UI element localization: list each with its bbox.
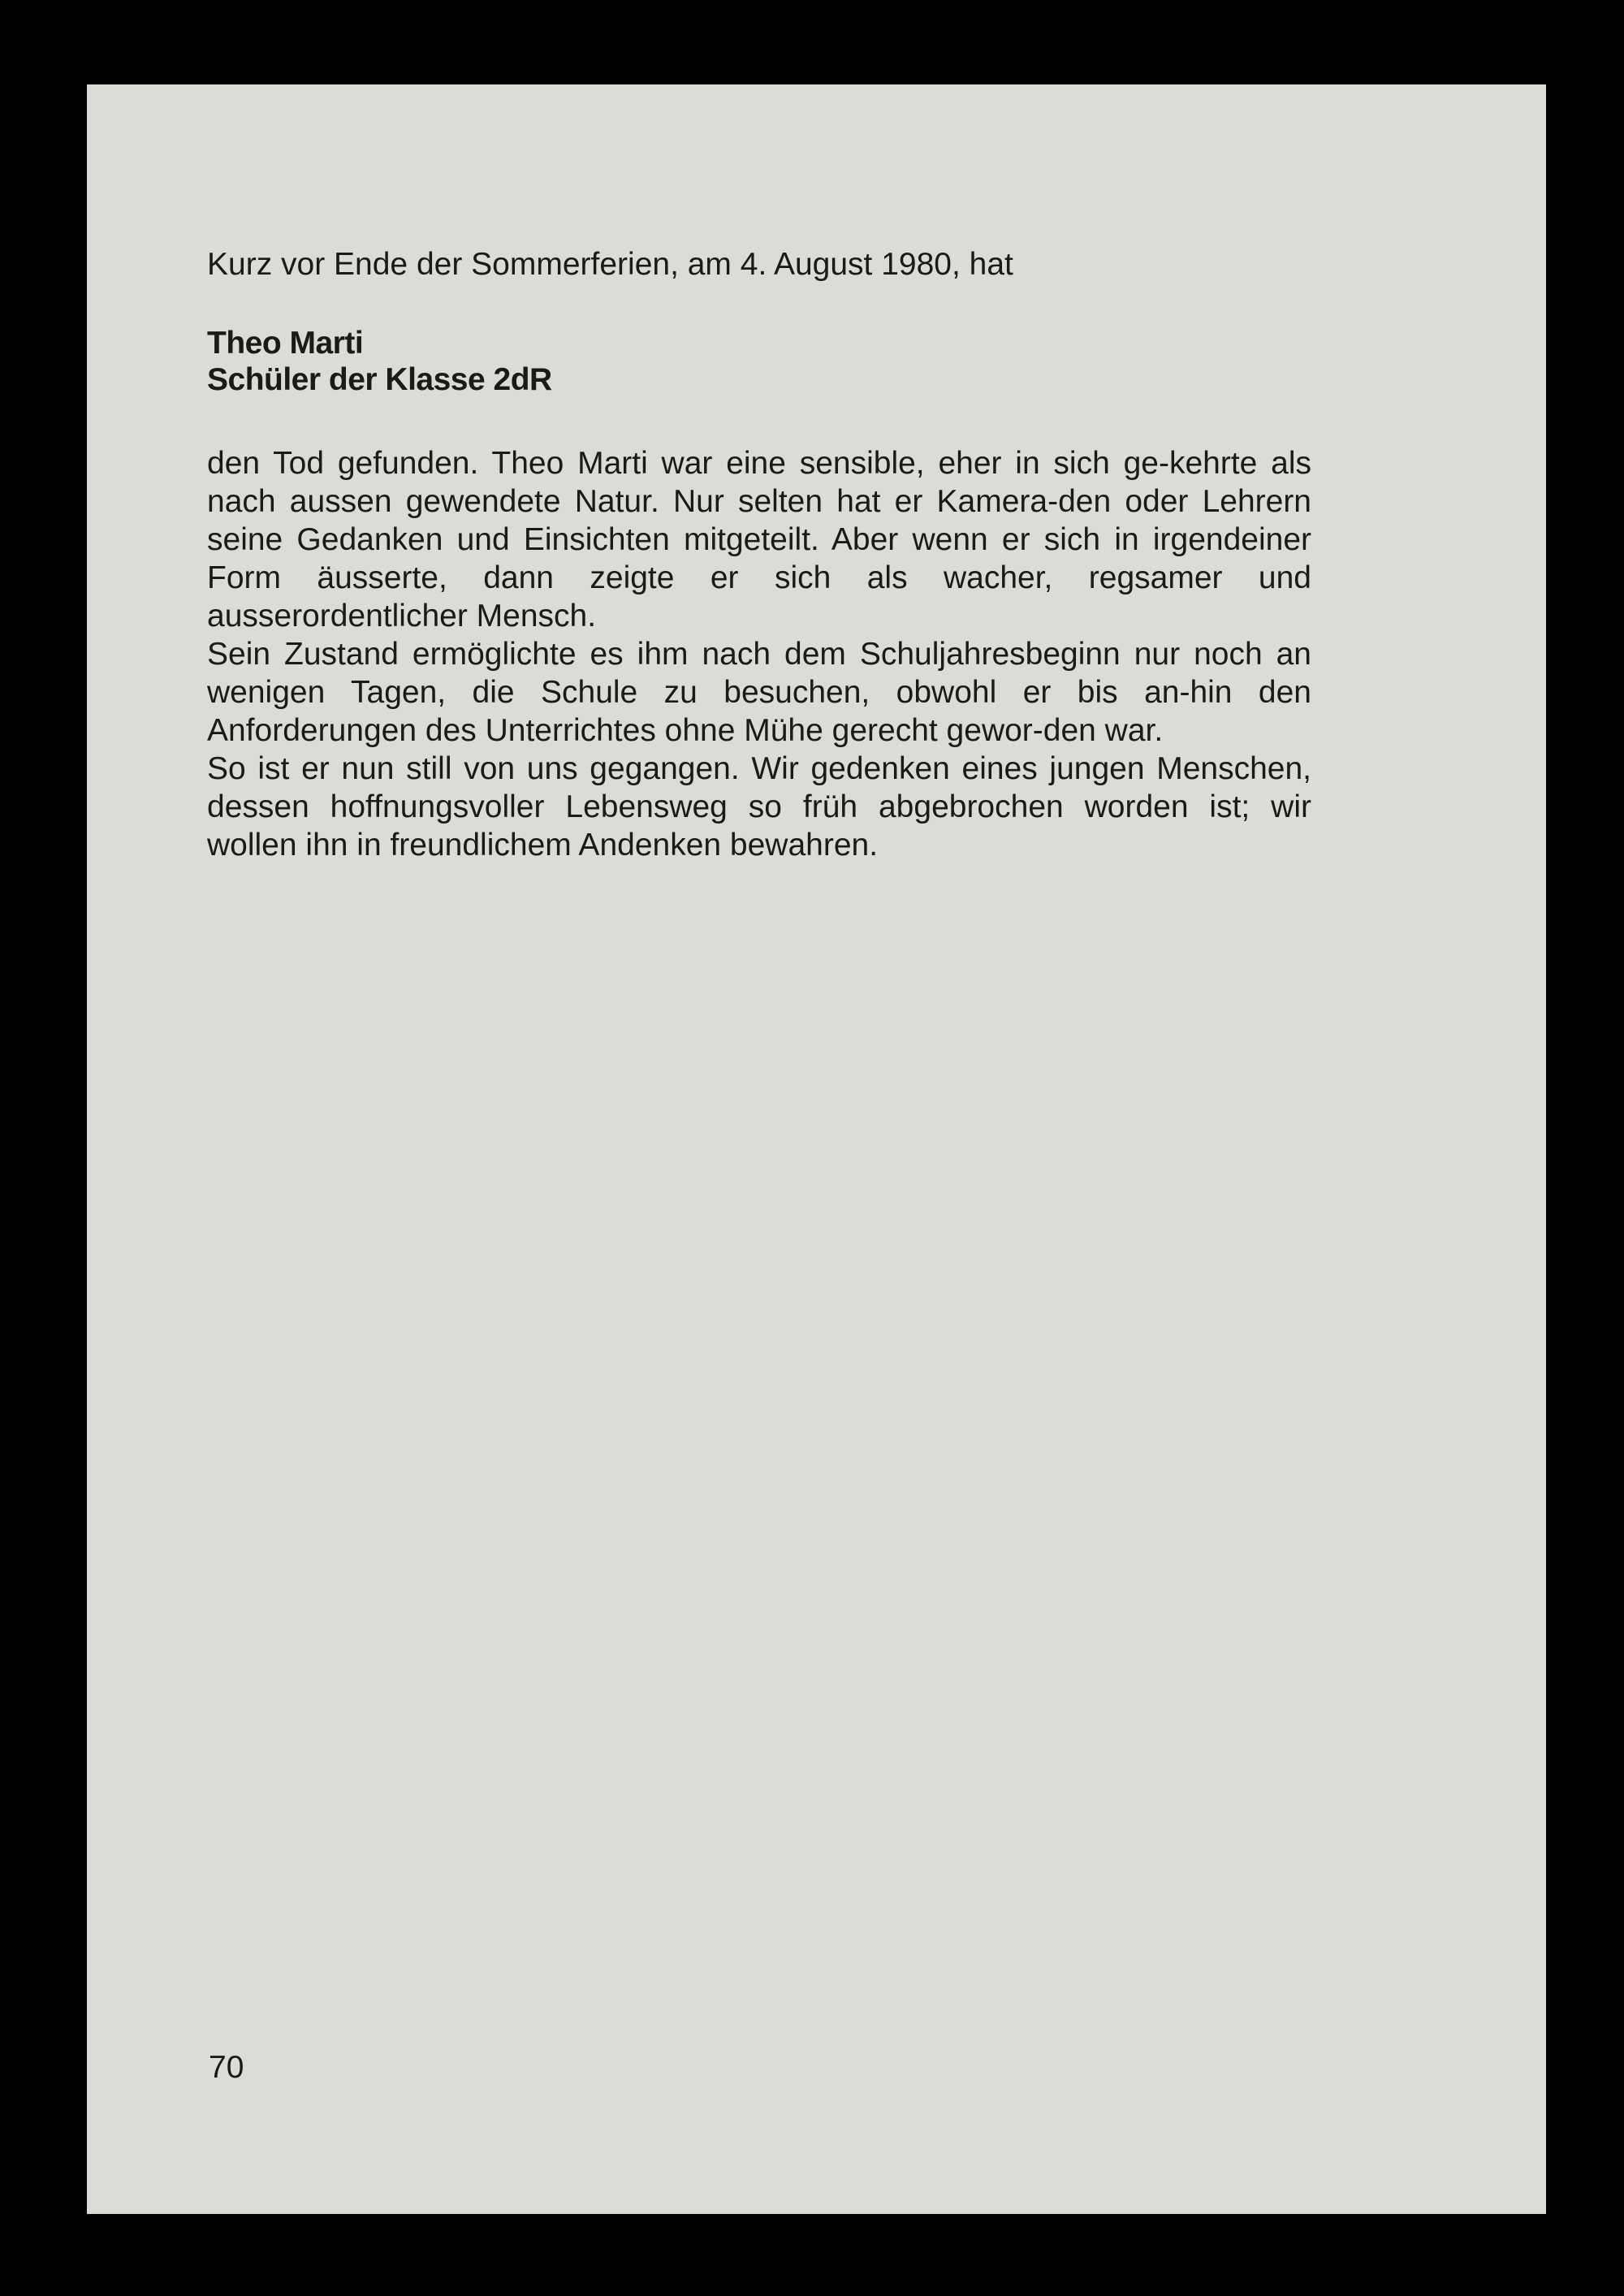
intro-line: Kurz vor Ende der Sommerferien, am 4. August 1980, hat bbox=[207, 247, 1013, 282]
obituary-body bbox=[207, 444, 1311, 864]
student-name: Theo Marti bbox=[207, 326, 364, 361]
student-class: Schüler der Klasse 2dR bbox=[207, 362, 552, 397]
paragraph-2: Sein Zustand ermöglichte es ihm nach dem Schuljahresbeginn nur noch an wenigen Tagen, die Schule zu besuchen, obwohl er bis an-hin den Anforderungen des Unterrichtes ohne Mühe gerecht gewor-den war. bbox=[207, 637, 1311, 748]
paragraph-3: So ist er nun still von uns gegangen. Wir gedenken eines jungen Menschen, dessen hoffnungsvoller Lebensweg so früh abgebrochen worden ist; wir wollen ihn in freundlichem Andenken bewahren. bbox=[207, 751, 1311, 863]
page-number: 70 bbox=[209, 2050, 244, 2085]
obituary-heading bbox=[207, 325, 1311, 398]
document-page bbox=[87, 84, 1546, 2214]
paragraph-1: den Tod gefunden. Theo Marti war eine sensible, eher in sich ge-kehrte als nach aussen gewendete Natur. Nur selten hat er Kamera-den oder Lehrern seine Gedanken und Einsichten mitgeteilt. Aber wenn er sich in irgendeiner Form äusserte, dann zeigte er sich als wacher, regsamer und ausserordentlicher Mensch. bbox=[207, 446, 1311, 633]
